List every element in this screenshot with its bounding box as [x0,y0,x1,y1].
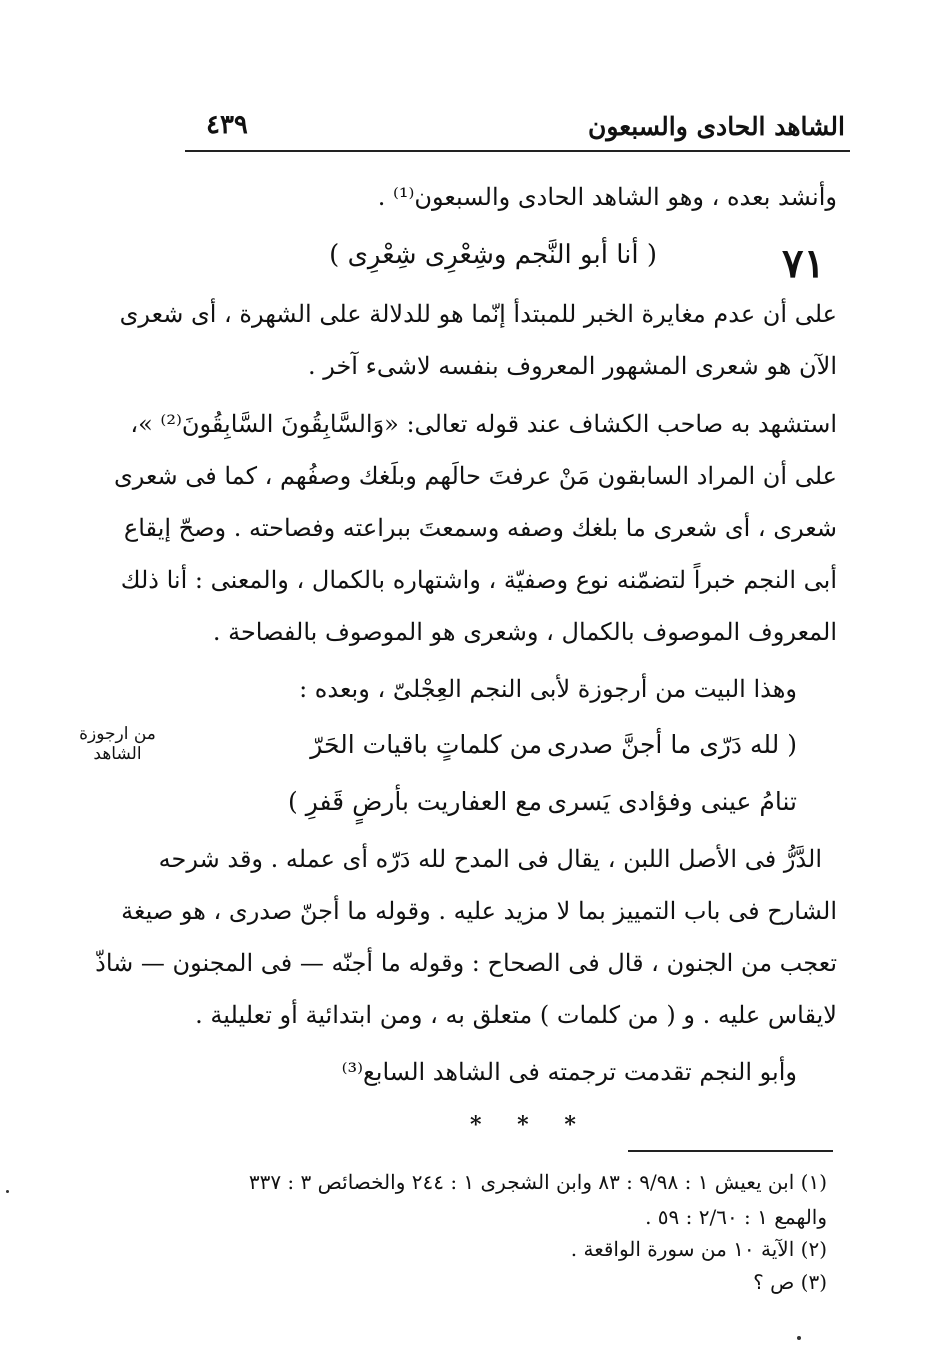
margin-note-line-1: من ارجوزة [79,724,156,744]
paragraph3-line-4: لايقاس عليه . و ( من كلمات ) متعلق به ، ومن ابتدائية أو تعليلية . [195,1001,837,1029]
intro-line: وأنشد بعده ، وهو الشاهد الحادى والسبعون⁽¹⁾ . [377,183,837,211]
paragraph2-line-4: أبى النجم خبراً لتضمّنه نوع وصفيّة ، واشتهاره بالكمال ، والمعنى : أنا ذلك [120,566,837,594]
margin-note [65,725,170,764]
paragraph2-line-2: على أن المراد السابقون مَنْ عرفتَ حالَهم وبلَغك وصفُهم ، كما فى شعرى [113,462,837,490]
paragraph3-line-1: الدَّرُّ فى الأصل اللبن ، يقال فى المدح لله دَرّه أى عمله . وقد شرحه [158,845,822,873]
footnote-1-continued: والهمع ١ : ٢/٦٠ : ٥٩ . [645,1205,827,1229]
footnote-1: (١) ابن يعيش ١ : ٩/٩٨ : ٨٣ وابن الشجرى ١ : ٢٤٤ والخصائص ٣ : ٣٣٧ [248,1170,827,1194]
footnote-2: (٢) الآية ١٠ من سورة الواقعة . [570,1237,827,1261]
witness-line: ( أنا أبو النَّجم وشِعْرِى شِعْرِى ) [329,240,657,270]
witness-number: ٧١ [782,240,825,287]
running-header-title: الشاهد الحادى والسبعون [587,112,845,141]
poem-intro: وهذا البيت من أرجوزة لأبى النجم العِجْلىّ ، وبعده : [299,675,797,703]
closing-line: وأبو النجم تقدمت ترجمته فى الشاهد السابع⁽³⁾ [341,1058,797,1086]
paragraph2-line-3: شعرى ، أى شعرى ما بلغك وصفه وسمعتَ ببراعته وفصاحته . وصحّ إيقاع [123,514,837,542]
paragraph1-line-2: الآن هو شعرى المشهور المعروف بنفسه لاشىء آخر . [307,352,837,380]
header-rule [185,150,850,152]
margin-note-line-2: الشاهد [93,743,142,764]
scan-speck [797,1336,801,1340]
paragraph3-line-2: الشارح فى باب التمييز بما لا مزيد عليه . وقوله ما أجنّ صدرى ، هو صيغة [121,897,837,925]
footnote-rule [628,1150,833,1152]
paragraph2-line-1: استشهد به صاحب الكشاف عند قوله تعالى: «وَالسَّابِقُونَ السَّابِقُونَ⁽²⁾ »، [130,410,837,438]
scan-speck [6,1190,9,1193]
page-number: ٤٣٩ [206,110,248,140]
footnote-3: (٣) ص ؟ [753,1270,827,1294]
verse-2-second-hemistich: مع العفاريت بأرضٍ قَفرِ ) [288,787,542,816]
verse-1-second-hemistich: من كلماتٍ باقيات الحَرّ [310,730,542,759]
paragraph3-line-3: تعجب من الجنون ، قال فى الصحاح : وقوله ما أجنّه — فى المجنون — شاذّ [95,949,837,977]
paragraph1-line-1: على أن عدم مغايرة الخبر للمبتدأ إنّما هو للدلالة على الشهرة ، أى شعرى [119,300,837,328]
verse-2-first-hemistich: تنامُ عينى وفؤادى يَسرى [547,787,797,816]
verse-1-first-hemistich: ( لله دَرّى ما أجنَّ صدرى [547,730,797,759]
paragraph2-line-5: المعروف الموصوف بالكمال ، وشعرى هو الموصوف بالفصاحة . [212,618,837,646]
section-separator: * * * [470,1112,590,1138]
